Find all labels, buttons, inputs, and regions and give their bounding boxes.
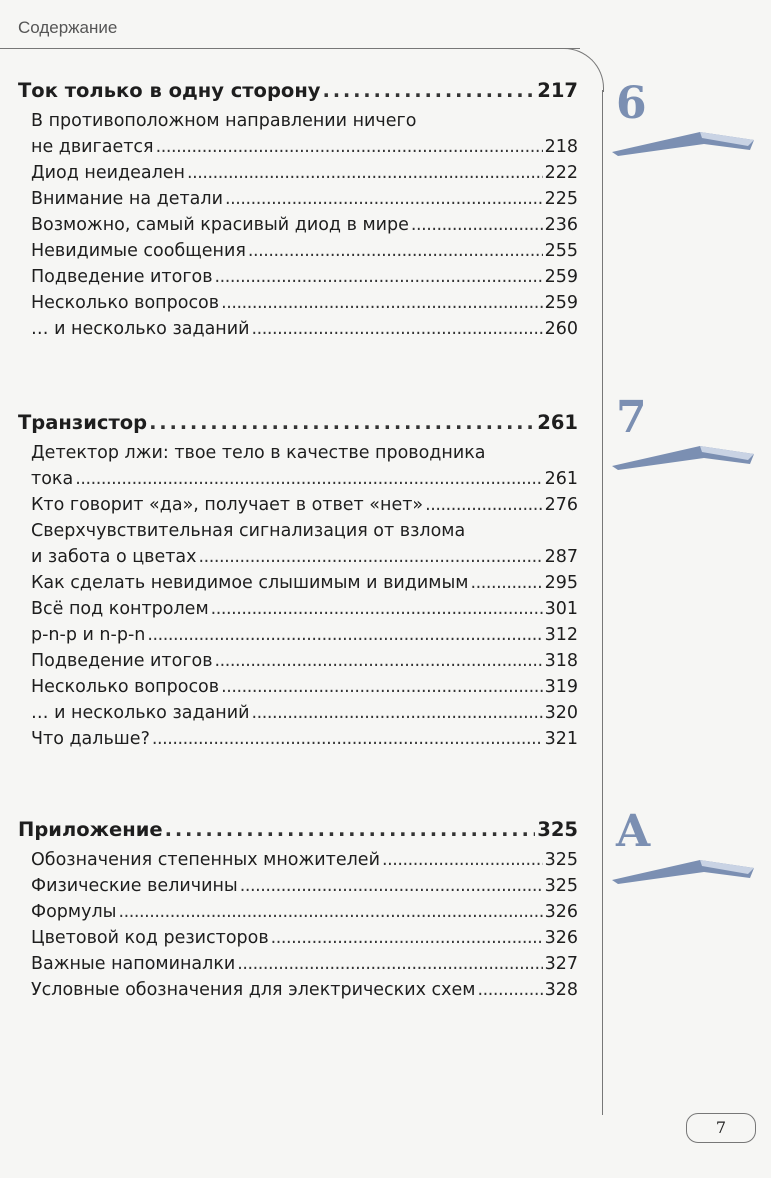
entry-page: 321 (544, 729, 578, 749)
entry-first-line: Сверхчувствительная сигнализация от взлома (31, 521, 466, 541)
entry-page: 320 (544, 703, 578, 723)
entry-page: 312 (544, 625, 578, 645)
toc-entry[interactable] (18, 264, 578, 290)
leader-dots (215, 264, 543, 290)
chapter-tab-6[interactable] (608, 78, 758, 168)
entry-title: Внимание на детали (31, 189, 223, 209)
entry-page: 301 (544, 599, 578, 619)
entry-title: … и несколько заданий (31, 319, 250, 339)
chapter-title: Приложение (18, 818, 163, 841)
entry-page: 259 (544, 267, 578, 287)
toc-entry[interactable] (18, 596, 578, 622)
toc-entry[interactable] (18, 951, 578, 977)
toc-entry[interactable] (18, 186, 578, 212)
entry-title: Кто говорит «да», получает в ответ «нет» (31, 495, 424, 515)
toc-entry[interactable] (18, 160, 578, 186)
entry-page: 326 (544, 928, 578, 948)
entry-page: 328 (544, 980, 578, 1000)
entry-page: 327 (544, 954, 578, 974)
leader-dots (165, 815, 536, 845)
chapter-appendix (18, 815, 578, 1003)
entry-page: 260 (544, 319, 578, 339)
leader-dots (221, 674, 543, 700)
leader-dots (147, 622, 542, 648)
leader-dots (198, 544, 542, 570)
entry-first-line: В противоположном направлении ничего (31, 111, 417, 131)
entry-title: Что дальше? (31, 729, 150, 749)
leader-dots (240, 873, 543, 899)
leader-dots (477, 977, 542, 1003)
chapter-page: 217 (537, 79, 578, 102)
entry-page: 276 (544, 495, 578, 515)
tab-arrow-icon (608, 846, 758, 886)
frame-side-line (602, 90, 603, 1115)
entry-title: Физические величины (31, 876, 238, 896)
entry-title: Цветовой код резисторов (31, 928, 269, 948)
entry-title: Формулы (31, 902, 117, 922)
entry-title: Как сделать невидимое слышимым и видимым (31, 573, 469, 593)
leader-dots (382, 847, 543, 873)
entry-page: 325 (544, 876, 578, 896)
entry-title: Подведение итогов (31, 267, 213, 287)
leader-dots (187, 160, 543, 186)
toc-entry[interactable] (18, 212, 578, 238)
chapter-tab-appendix[interactable] (608, 806, 758, 896)
chapter-heading[interactable] (18, 815, 578, 845)
toc-entry[interactable] (18, 290, 578, 316)
leader-dots (252, 700, 543, 726)
tab-arrow-icon (608, 118, 758, 158)
leader-dots (411, 212, 543, 238)
entry-page: 319 (544, 677, 578, 697)
chapter-6 (18, 76, 578, 408)
entry-page: 222 (544, 163, 578, 183)
entry-title: и забота о цветах (31, 547, 197, 567)
toc-entry[interactable] (18, 726, 578, 752)
entry-page: 218 (544, 137, 578, 157)
tab-arrow-icon (608, 432, 758, 472)
entry-page: 236 (544, 215, 578, 235)
leader-dots (425, 492, 542, 518)
chapter-tab-label: 7 (616, 392, 647, 443)
entry-title: Обозначения степенных множителей (31, 850, 380, 870)
leader-dots (470, 570, 542, 596)
toc-entry[interactable] (18, 977, 578, 1003)
toc-entry[interactable] (18, 466, 578, 492)
entry-title: Важные напоминалки (31, 954, 236, 974)
entry-title: не двигается (31, 137, 154, 157)
leader-dots (211, 596, 543, 622)
leader-dots (323, 76, 536, 106)
table-of-contents (18, 76, 578, 1003)
leader-dots (152, 726, 543, 752)
toc-entry[interactable] (18, 622, 578, 648)
entry-title: Невидимые сообщения (31, 241, 246, 261)
leader-dots (225, 186, 543, 212)
entry-page: 325 (544, 850, 578, 870)
entry-title: p-n-p и n-p-n (31, 625, 146, 645)
toc-entry[interactable] (18, 492, 578, 518)
chapter-page: 261 (537, 411, 578, 434)
entry-page: 295 (544, 573, 578, 593)
leader-dots (237, 951, 542, 977)
toc-entry[interactable] (18, 847, 578, 873)
toc-entry[interactable] (18, 899, 578, 925)
running-head: Содержание (18, 18, 118, 37)
toc-entry[interactable] (18, 873, 578, 899)
entry-page: 326 (544, 902, 578, 922)
entry-page: 225 (544, 189, 578, 209)
leader-dots (221, 290, 543, 316)
leader-dots (149, 408, 535, 438)
entry-title: Всё под контролем (31, 599, 209, 619)
toc-entry[interactable] (18, 700, 578, 726)
toc-entry[interactable] (18, 674, 578, 700)
chapter-title: Транзистор (18, 411, 148, 434)
toc-entry[interactable] (18, 134, 578, 160)
chapter-tab-label: 6 (616, 78, 647, 129)
leader-dots (252, 316, 543, 342)
toc-entry[interactable] (18, 570, 578, 596)
chapter-title: Ток только в одну сторону (18, 79, 321, 102)
entry-title: Подведение итогов (31, 651, 213, 671)
frame-top-line (0, 48, 580, 49)
chapter-tab-label: A (616, 806, 651, 857)
toc-entry[interactable] (18, 238, 578, 264)
entry-page: 255 (544, 241, 578, 261)
chapter-7 (18, 408, 578, 815)
entry-title: Несколько вопросов (31, 677, 220, 697)
entry-page: 287 (544, 547, 578, 567)
leader-dots (248, 238, 543, 264)
entry-title: Возможно, самый красивый диод в мире (31, 215, 409, 235)
chapter-page: 325 (537, 818, 578, 841)
entry-title: Диод неидеален (31, 163, 185, 183)
entry-title: … и несколько заданий (31, 703, 250, 723)
toc-entry[interactable] (18, 925, 578, 951)
entry-title: Несколько вопросов (31, 293, 220, 313)
chapter-tab-7[interactable] (608, 392, 758, 482)
entry-title: тока (31, 469, 74, 489)
toc-entry[interactable] (18, 316, 578, 342)
chapter-heading[interactable] (18, 408, 578, 438)
leader-dots (75, 466, 542, 492)
entry-title: Условные обозначения для электрических схем (31, 980, 476, 1000)
leader-dots (215, 648, 543, 674)
leader-dots (156, 134, 543, 160)
toc-entry[interactable] (18, 648, 578, 674)
leader-dots (118, 899, 542, 925)
entry-page: 259 (544, 293, 578, 313)
page-number: 7 (686, 1113, 756, 1143)
entry-page: 318 (544, 651, 578, 671)
entry-page: 261 (544, 469, 578, 489)
chapter-heading[interactable] (18, 76, 578, 106)
entry-first-line: Детектор лжи: твое тело в качестве проводника (31, 443, 486, 463)
leader-dots (271, 925, 543, 951)
toc-entry[interactable] (18, 544, 578, 570)
